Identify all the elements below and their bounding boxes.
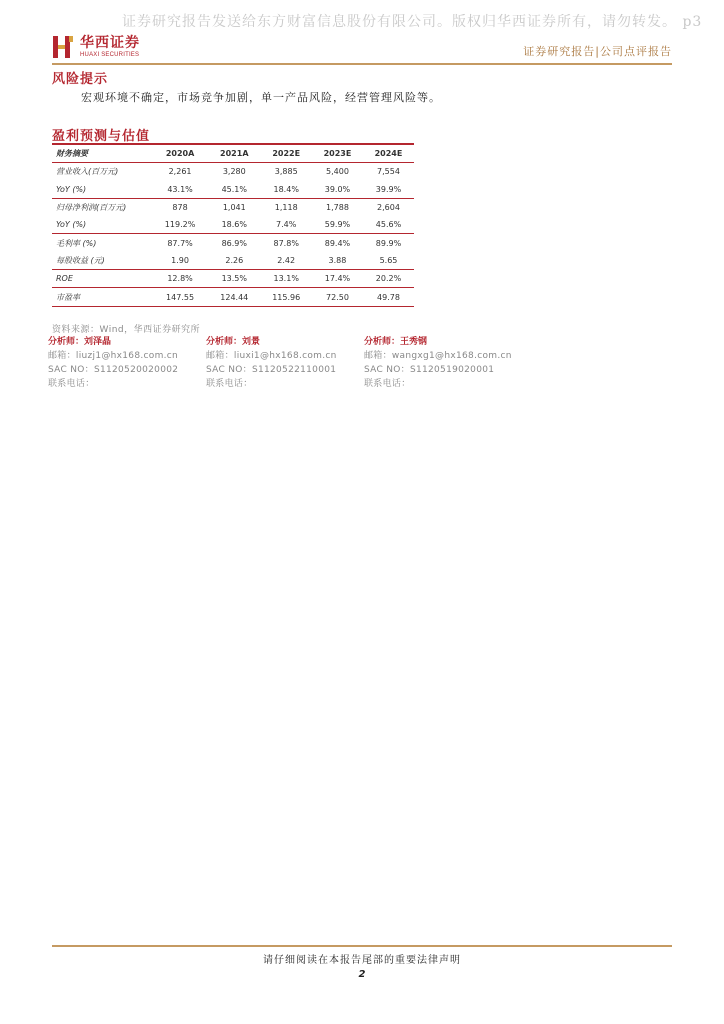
table-cell: 18.4% [273,184,299,194]
table-cell: 124.44 [208,288,260,306]
table-header-cell: 财务摘要 [52,144,152,163]
watermark-text: 证券研究报告发送给东方财富信息股份有限公司。版权归华西证券所有，请勿转发。 p3 [122,14,703,30]
row-label: 市盈率 [52,288,152,306]
logo-name-cn: 华西证券 [80,35,140,51]
table-cell: 119.2% [164,220,196,230]
table-header-cell: 2022E [260,144,311,163]
row-label: 毛利率 (%) [52,234,152,252]
footer-divider [52,945,672,947]
analyst-block [48,335,178,391]
table-header-row [52,144,414,163]
table-cell: 1,788 [312,198,363,216]
table-cell: 7.4% [276,220,297,230]
table-cell: 2.42 [277,255,296,265]
table-cell: 49.78 [363,288,414,306]
table-cell: 115.96 [260,288,311,306]
table-cell: 13.1% [260,270,311,288]
risk-section-title: 风险提示 [52,72,109,87]
table-row [52,270,414,288]
forecast-section-title: 盈利预测与估值 [52,129,151,144]
table-row [52,198,414,216]
row-label: 营业收入(百万元) [56,167,119,177]
table-cell: 18.6% [221,220,247,230]
forecast-table [52,143,414,307]
table-cell: 2.26 [225,255,244,265]
row-label: 归母净利润(百万元) [52,198,152,216]
table-cell: 87.8% [260,234,311,252]
table-cell: 39.9% [375,184,402,194]
row-label: YoY (%) [56,220,87,230]
table-cell: 2,261 [168,167,192,177]
table-cell: 3.88 [328,255,347,265]
table-cell: 87.7% [152,234,208,252]
legal-notice: 请仔细阅读在本报告尾部的重要法律声明 [263,955,461,966]
table-row [52,181,414,199]
table-cell: 17.4% [312,270,363,288]
table-cell: 45.6% [375,220,402,230]
table-cell: 5.65 [379,255,398,265]
table-cell: 43.1% [167,184,193,194]
analyst-email[interactable]: 邮箱：liuxi1@hx168.com.cn [206,351,337,361]
table-cell: 89.9% [363,234,414,252]
row-label: YoY (%) [56,184,87,194]
table-row [52,288,414,306]
analyst-sac: SAC NO：S1120519020001 [364,365,495,375]
data-source-note: 资料来源：Wind，华西证券研究所 [52,325,201,335]
table-row [52,252,414,270]
table-row [52,234,414,252]
analyst-phone: 联系电话： [364,379,411,389]
risk-text: 宏观环境不确定，市场竞争加剧，单一产品风险，经营管理风险等。 [81,91,441,104]
table-cell: 2,604 [363,198,414,216]
page-number: 2 [358,969,366,980]
row-label: ROE [52,270,152,288]
table-cell: 1,118 [260,198,311,216]
table-cell: 7,554 [377,167,400,177]
table-cell: 59.9% [324,220,351,230]
analyst-sac: SAC NO：S1120520020002 [48,365,179,375]
analyst-block [364,335,512,391]
table-cell: 147.55 [152,288,208,306]
table-cell: 45.1% [221,184,247,194]
huaxi-logo-icon [52,34,74,60]
report-type-label: 证券研究报告|公司点评报告 [523,45,672,58]
analyst-phone: 联系电话： [206,379,253,389]
table-cell: 13.5% [208,270,260,288]
table-cell: 3,280 [222,167,246,177]
table-cell: 1.90 [171,255,189,265]
analyst-name: 分析师：刘泽晶 [48,337,112,347]
analyst-phone: 联系电话： [48,379,95,389]
analyst-email[interactable]: 邮箱：liuzj1@hx168.com.cn [48,351,179,361]
analyst-email[interactable]: 邮箱：wangxg1@hx168.com.cn [364,351,512,361]
table-cell: 5,400 [326,167,349,177]
header-divider [52,63,672,65]
table-cell: 1,041 [208,198,260,216]
table-header-cell: 2021A [208,144,260,163]
table-cell: 89.4% [312,234,363,252]
table-header-cell: 2024E [363,144,414,163]
table-cell: 20.2% [363,270,414,288]
table-header-cell: 2020A [152,144,208,163]
table-row [52,216,414,234]
table-cell: 86.9% [208,234,260,252]
table-cell: 878 [152,198,208,216]
analyst-block [206,335,337,391]
analyst-name: 分析师：王秀钢 [364,337,428,347]
table-cell: 39.0% [324,184,351,194]
logo-name-en: HUAXI SECURITIES [80,52,140,58]
company-logo [52,34,140,60]
table-cell: 72.50 [312,288,363,306]
table-row [52,163,414,181]
analyst-name: 分析师：刘景 [206,337,261,347]
row-label: 每股收益 (元) [56,255,105,265]
table-cell: 3,885 [274,167,298,177]
table-cell: 12.8% [152,270,208,288]
table-header-cell: 2023E [312,144,363,163]
analyst-sac: SAC NO：S1120522110001 [206,365,337,375]
